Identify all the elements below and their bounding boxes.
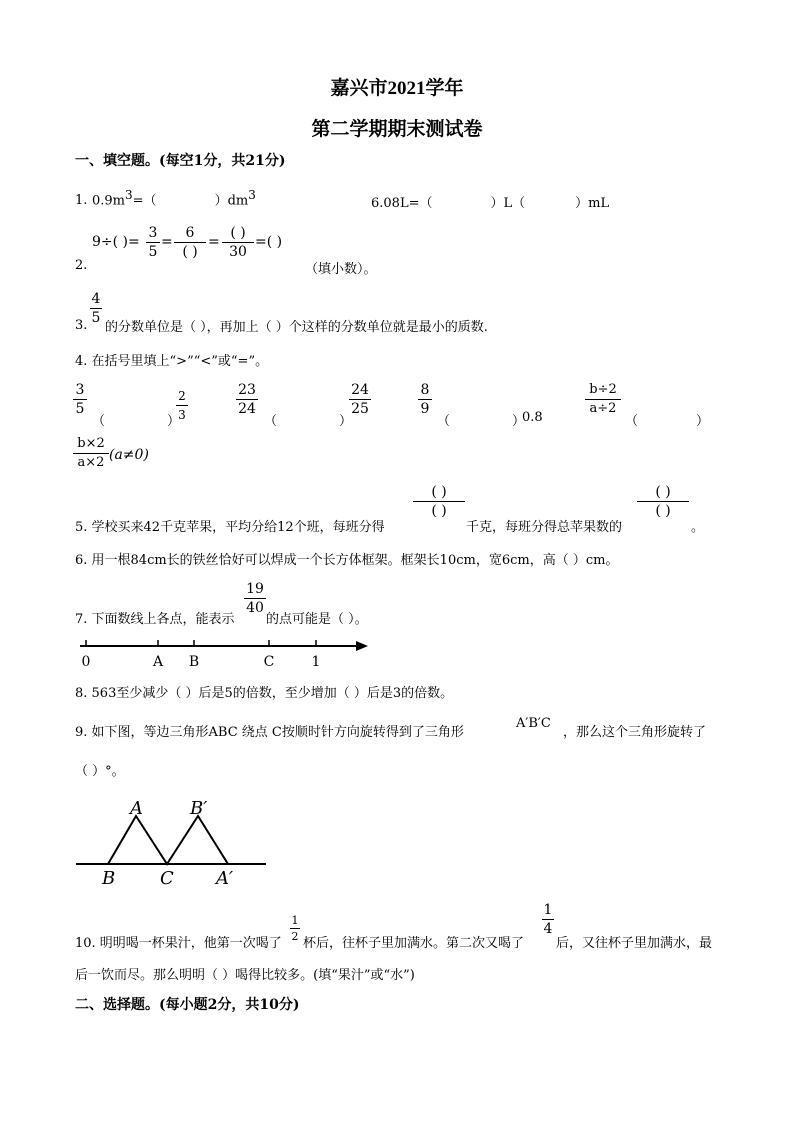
q2-fraction-3 xyxy=(222,225,254,260)
q5-fraction-1: ( ) ( ) xyxy=(413,484,465,519)
q2-fraction-2 xyxy=(174,225,206,260)
page-subtitle: 第二学期期末测试卷 xyxy=(311,119,483,140)
q3-number: 3. xyxy=(75,318,88,333)
q3-f-den: 5 xyxy=(91,310,101,326)
q4-fraction-4: 24 25 xyxy=(349,382,371,417)
q4-blank-1: （ ） xyxy=(92,414,181,429)
q2-f3-num: ( ) xyxy=(230,225,246,241)
q4-blank-2: （ ） xyxy=(264,414,353,429)
q3-text: 的分数单位是（ ），再加上（ ）个这样的分数单位就是最小的质数. xyxy=(105,320,488,335)
q7-fraction: 19 40 xyxy=(244,581,266,616)
triangle-figure xyxy=(70,792,270,892)
q2-fraction-1 xyxy=(146,225,160,260)
q1-part-a xyxy=(92,188,256,208)
q9-text-3: （ ）°。 xyxy=(75,764,125,779)
q5-text-2: 千克，每班分得总苹果数的 xyxy=(466,520,623,535)
point-B-prime: B′ xyxy=(190,798,208,819)
q4-fraction-1: 3 5 xyxy=(73,382,87,417)
q1-a-sup: 3 xyxy=(125,188,133,202)
label-1: 1 xyxy=(311,654,321,670)
q1-number: 1. xyxy=(75,193,88,208)
q9-rotated-label: A′B′C xyxy=(516,716,551,731)
q3-fraction xyxy=(90,291,102,326)
q4-fraction-6: b÷2 a÷2 xyxy=(585,382,621,417)
q3-f-num: 4 xyxy=(91,291,101,307)
q1-part-b xyxy=(371,192,609,211)
q4-blank-3: （ ） xyxy=(437,414,526,429)
point-A: A xyxy=(130,798,143,819)
label-A: A xyxy=(152,654,164,670)
q2-tail: =( ) xyxy=(255,234,283,250)
q10-line-2: 后一饮而尽。那么明明（ ）喝得比较多。(填“果汁”或“水”) xyxy=(75,968,415,983)
q4-fraction-5: 8 9 xyxy=(418,382,432,417)
q10-text-1: 10. 明明喝一杯果汁，他第一次喝了 xyxy=(75,936,282,951)
q4-text: 4. 在括号里填上“>”“<”或“=”。 xyxy=(75,354,269,369)
page-title: 嘉兴市2021学年 xyxy=(330,78,464,99)
label-C: C xyxy=(263,654,275,670)
q9-text-1: 9. 如下图，等边三角形ABC 绕点 C按顺时针方向旋转得到了三角形 xyxy=(75,725,464,740)
q2-number: 2. xyxy=(75,258,88,273)
q10-fraction-1: 1 2 xyxy=(291,914,299,943)
q1-a-close: ）dm xyxy=(214,193,249,209)
section1-heading: 一、填空题。(每空1分，共21分) xyxy=(75,153,286,169)
q1-a-unit-sup: 3 xyxy=(248,188,256,202)
number-line xyxy=(70,632,380,672)
q2-eq-1: = xyxy=(161,234,173,250)
q10-fraction-2: 1 4 xyxy=(543,902,553,937)
section2-heading: 二、选择题。(每小题2分，共10分) xyxy=(75,997,300,1013)
q2-f3-den: 30 xyxy=(229,244,247,260)
q6-text: 6. 用一根84cm长的铁丝恰好可以焊成一个长方体框架。框架长10cm，宽6cm，高（ ）cm。 xyxy=(75,553,619,568)
q10-text-3: 后，又往杯子里加满水，最 xyxy=(556,936,713,951)
q8-text: 8. 563至少减少（ ）后是5的倍数，至少增加（ ）后是3的倍数。 xyxy=(75,686,454,701)
q9-text-2: ，那么这个三角形旋转了 xyxy=(563,725,707,740)
q7-text-2: 的点可能是（ ）。 xyxy=(266,612,368,627)
q1-b-mid: ）L（ xyxy=(490,196,526,211)
q2-f1-den: 5 xyxy=(148,244,158,260)
q1-b-right: ）mL xyxy=(575,196,610,211)
q1-a-eq: =（ xyxy=(132,193,157,209)
q4-blank-4: （ ） xyxy=(625,414,710,429)
q1-b-left: 6.08L=（ xyxy=(371,196,433,211)
q4-fraction-7: b×2 a×2 xyxy=(73,436,109,471)
q2-f1-num: 3 xyxy=(148,225,158,241)
q2-eq-2: = xyxy=(208,234,220,250)
q4-condition: (a≠0) xyxy=(109,447,149,463)
q2-f2-num: 6 xyxy=(185,225,195,241)
q7-text-1: 7. 下面数线上各点，能表示 xyxy=(75,612,235,627)
label-B: B xyxy=(188,654,200,670)
q2-lead: 9÷( )= xyxy=(92,234,140,250)
q4-value-0.8: 0.8 xyxy=(522,410,543,425)
q5-fraction-2: ( ) ( ) xyxy=(637,484,689,519)
q4-fraction-3: 23 24 xyxy=(236,382,258,417)
q5-text-3: 。 xyxy=(691,520,705,535)
q4-fraction-2: 2 3 xyxy=(176,388,188,423)
label-0: 0 xyxy=(81,654,91,670)
q2-f2-den: ( ) xyxy=(182,244,198,260)
q1-a-value: 0.9m xyxy=(92,193,126,209)
q5-text-1: 5. 学校买来42千克苹果，平均分给12个班，每班分得 xyxy=(75,520,385,535)
point-A-prime: A′ xyxy=(216,868,234,889)
q10-text-2: 杯后，往杯子里加满水。第二次又喝了 xyxy=(303,936,525,951)
point-C: C xyxy=(160,868,174,889)
point-B: B xyxy=(102,868,116,889)
q2-note: （填小数）。 xyxy=(305,262,377,277)
